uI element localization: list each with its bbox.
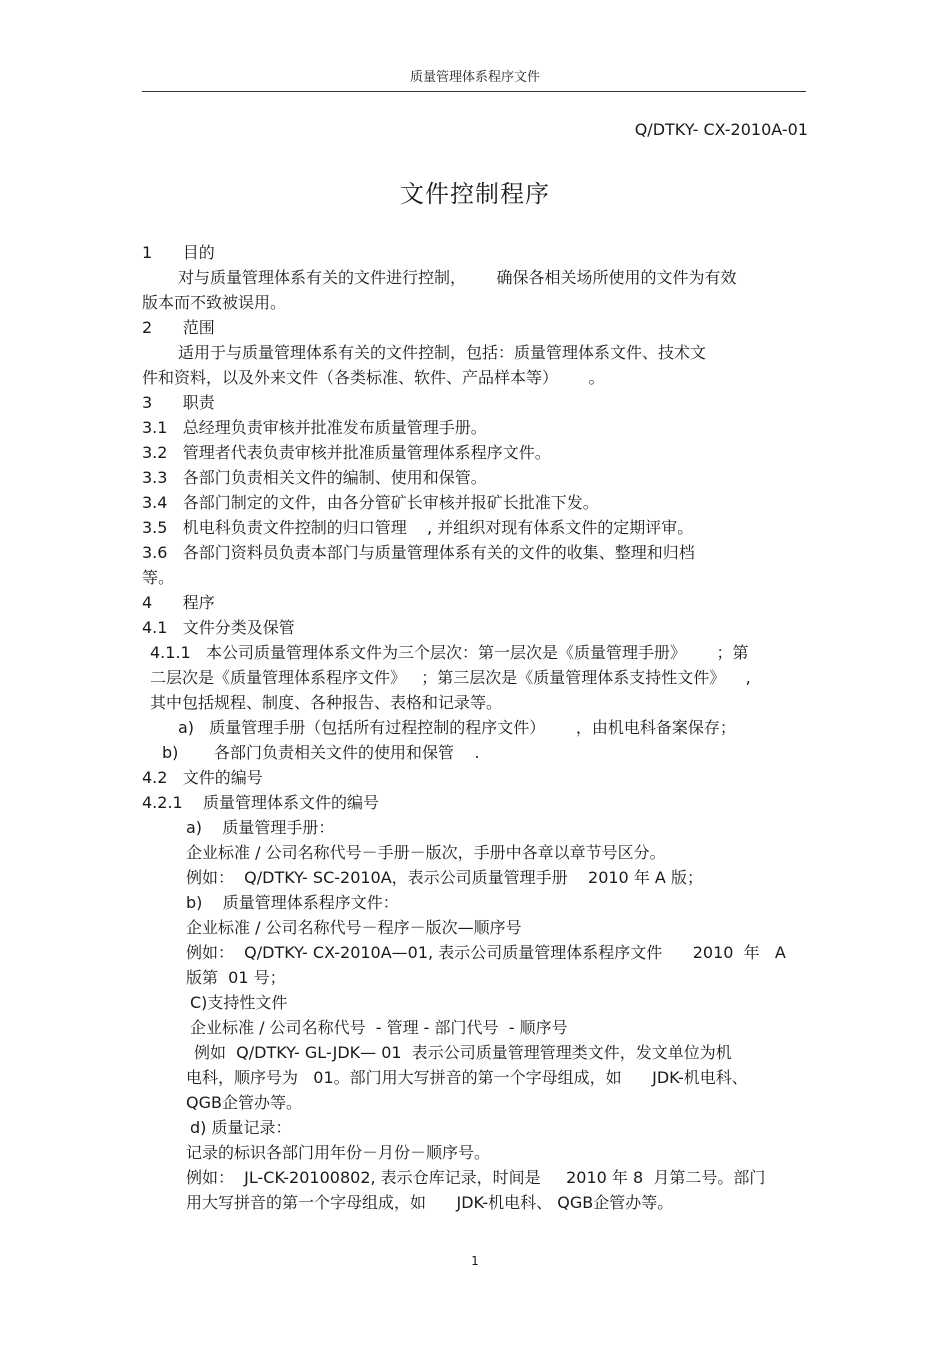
- body-line: C)支持性文件: [190, 993, 288, 1012]
- body-line: 电科，顺序号为 01。部门用大写拼音的第一个字母组成，如 JDK-机电科、: [186, 1068, 748, 1087]
- body-line: 企业标准 / 公司名称代号 - 管理 - 部门代号 - 顺序号: [190, 1018, 568, 1037]
- body-line: 3 职责: [142, 393, 215, 412]
- body-line: 记录的标识各部门用年份－月份－顺序号。: [186, 1143, 491, 1162]
- body-line: 3.3 各部门负责相关文件的编制、使用和保管。: [142, 468, 487, 487]
- body-line: 4.1.1 本公司质量管理体系文件为三个层次：第一层次是《质量管理手册》 ；第: [150, 643, 749, 662]
- body-line: a) 质量管理手册（包括所有过程控制的程序文件） ，由机电科备案保存；: [178, 718, 736, 737]
- body-line: 版第 01 号；: [186, 968, 286, 987]
- body-line: 例如： JL-CK-20100802, 表示仓库记录，时间是 2010 年 8 月第二号。部门: [186, 1168, 766, 1187]
- body-line: 企业标准 / 公司名称代号－程序－版次—顺序号: [186, 918, 522, 937]
- document-code: Q/DTKY- CX-2010A-01: [634, 120, 808, 139]
- body-line: d) 质量记录：: [190, 1118, 292, 1137]
- body-line: 4.2 文件的编号: [142, 768, 263, 787]
- body-line: 3.4 各部门制定的文件，由各分管矿长审核并报矿长批准下发。: [142, 493, 599, 512]
- body-line: 对与质量管理体系有关的文件进行控制， 确保各相关场所使用的文件为有效: [178, 268, 737, 287]
- body-line: 等。: [142, 568, 175, 587]
- body-line: 版本而不致被误用。: [142, 293, 287, 312]
- body-line: 3.5 机电科负责文件控制的归口管理 , 并组织对现有体系文件的定期评审。: [142, 518, 694, 537]
- body-line: a) 质量管理手册：: [186, 818, 335, 837]
- body-line: 4 程序: [142, 593, 215, 612]
- body-line: 例如： Q/DTKY- CX-2010A—01, 表示公司质量管理体系程序文件 2010 年 A: [186, 943, 786, 962]
- body-line: 其中包括规程、制度、各种报告、表格和记录等。: [150, 693, 503, 712]
- body-line: 2 范围: [142, 318, 215, 337]
- body-line: 4.1 文件分类及保管: [142, 618, 295, 637]
- body-line: 二层次是《质量管理体系程序文件》 ；第三层次是《质量管理体系支持性文件》 ,: [150, 668, 751, 687]
- body-line: 3.6 各部门资料员负责本部门与质量管理体系有关的文件的收集、整理和归档: [142, 543, 695, 562]
- body-line: b) 各部门负责相关文件的使用和保管 .: [162, 743, 480, 762]
- body-line: 3.2 管理者代表负责审核并批准质量管理体系程序文件。: [142, 443, 551, 462]
- body-line: 企业标准 / 公司名称代号－手册－版次，手册中各章以章节号区分。: [186, 843, 666, 862]
- body-line: 4.2.1 质量管理体系文件的编号: [142, 793, 380, 812]
- body-line: 件和资料，以及外来文件（各类标准、软件、产品样本等） 。: [142, 368, 605, 387]
- body-line: QGB企管办等。: [186, 1093, 302, 1112]
- running-header: 质量管理体系程序文件: [409, 70, 540, 85]
- header-divider: [142, 91, 806, 92]
- body-line: 1 目的: [142, 243, 215, 262]
- body-line: 例如： Q/DTKY- SC-2010A，表示公司质量管理手册 2010 年 A 版；: [186, 868, 703, 887]
- document-body: [142, 240, 812, 1215]
- body-line: 适用于与质量管理体系有关的文件控制，包括：质量管理体系文件、技术文: [178, 343, 707, 362]
- body-line: 用大写拼音的第一个字母组成，如 JDK-机电科、 QGB企管办等。: [186, 1193, 674, 1212]
- document-title: 文件控制程序: [400, 180, 550, 208]
- body-line: 例如 Q/DTKY- GL-JDK— 01 表示公司质量管理管理类文件，发文单位为机: [194, 1043, 732, 1062]
- body-line: b) 质量管理体系程序文件：: [186, 893, 399, 912]
- body-line: 3.1 总经理负责审核并批准发布质量管理手册。: [142, 418, 487, 437]
- page-number: 1: [471, 1254, 479, 1268]
